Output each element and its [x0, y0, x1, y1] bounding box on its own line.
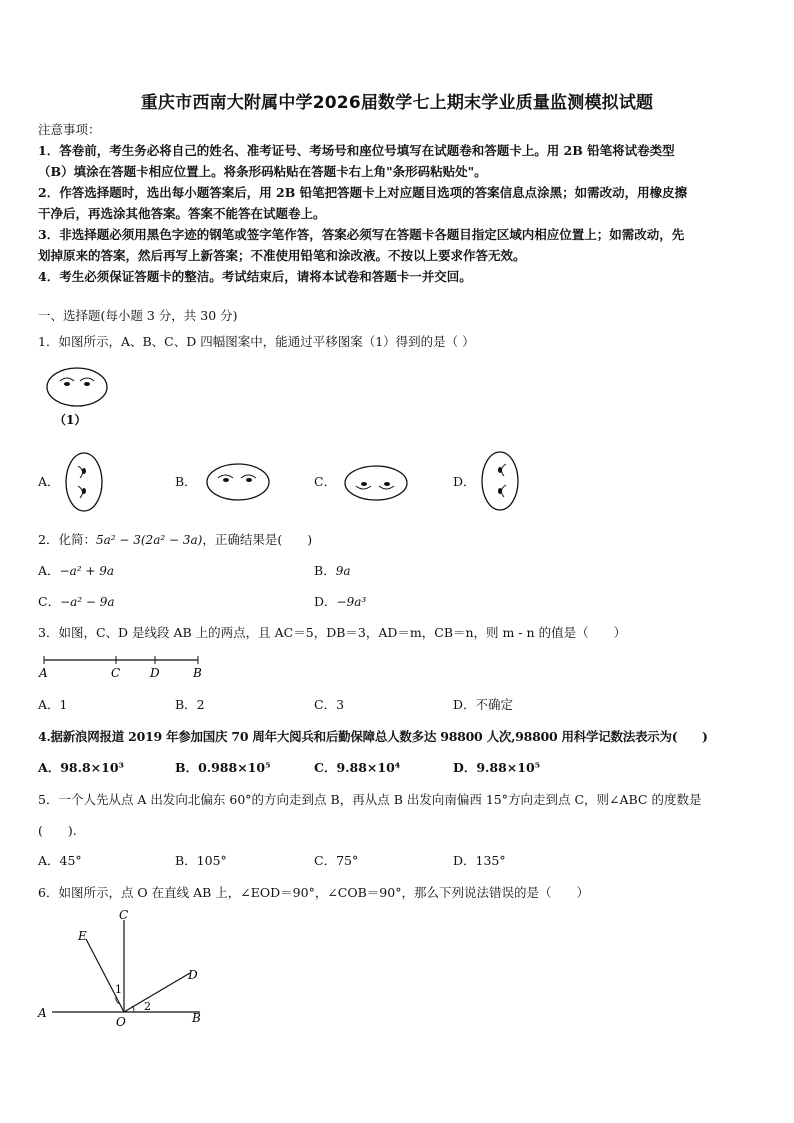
section-heading: 一、选择题(每小题 3 分，共 30 分) [38, 308, 238, 323]
q2-option-d-expr: −9a³ [336, 595, 367, 609]
angle-label-1: 1 [115, 983, 122, 996]
point-label-a: A [39, 666, 48, 680]
q2-stem-prefix: 2．化简： [38, 532, 96, 547]
q3-option-c: C．3 [314, 697, 345, 712]
q3-segment-figure [34, 651, 214, 681]
point-label-d: D [150, 666, 160, 680]
question-6-stem: 6．如图所示，点 O 在直线 AB 上，∠EOD＝90°，∠COB＝90°，那么下列说法错误的是（ ） [38, 885, 589, 900]
q1-option-b-figure [203, 461, 275, 503]
label-a: A [38, 1006, 47, 1020]
notice-line: 2．作答选择题时，选出每小题答案后，用 2B 铅笔把答题卡上对应题目选项的答案信息点涂黑；如需改动，用橡皮擦 [38, 185, 688, 200]
q3-option-d: D．不确定 [453, 697, 514, 712]
q2-option-c [38, 592, 115, 612]
notice-line: 划掉原来的答案，然后再写上新答案；不准使用铅笔和涂改液。不按以上要求作答无效。 [38, 248, 526, 263]
notice-line: 4．考生必须保证答题卡的整洁。考试结束后，请将本试卷和答题卡一并交回。 [38, 269, 472, 284]
q1-option-b-label: B． [175, 474, 197, 489]
q3-option-a: A．1 [38, 697, 68, 712]
q2-option-d [314, 592, 366, 612]
question-2-stem [38, 529, 758, 551]
q5-option-d: D．135° [453, 853, 506, 868]
q1-figure-original [40, 364, 120, 436]
q1-option-a-figure [62, 449, 110, 515]
point-label-c: C [111, 666, 121, 680]
notice-line: 1．答卷前，考生务必将自己的姓名、准考证号、考场号和座位号填写在试题卷和答题卡上。用 2B 铅笔将试卷类型 [38, 143, 675, 158]
question-1-stem: 1．如图所示，A、B、C、D 四幅图案中，能通过平移图案（1）得到的是（ ） [38, 334, 475, 349]
question-5-stem-continued: ( ). [38, 823, 77, 838]
q2-option-d-label: D． [314, 594, 337, 609]
notice-line: （B）填涂在答题卡相应位置上。将条形码粘贴在答题卡右上角"条形码粘贴处"。 [38, 164, 487, 179]
question-4-stem: 4.据新浪网报道 2019 年参加国庆 70 周年大阅兵和后勤保障总人数多达 98800 人次,98800 用科学记数法表示为( ) [38, 729, 708, 744]
angle-label-2: 2 [144, 1000, 151, 1013]
q2-option-c-label: C． [38, 594, 61, 609]
q2-option-c-expr: −a² − 9a [60, 595, 115, 609]
q3-option-b: B．2 [175, 697, 205, 712]
q6-angle-figure [30, 905, 220, 1035]
q2-option-a-expr: −a² + 9a [59, 564, 115, 578]
q2-option-a [38, 561, 114, 581]
q4-option-a: A．98.8×10³ [38, 760, 124, 775]
q2-stem-suffix: ，正确结果是( ) [202, 532, 313, 547]
q1-option-d-figure [476, 447, 524, 513]
q2-expression: 5a² − 3(2a² − 3a) [95, 533, 203, 547]
notice-line: 3．非选择题必须用黑色字迹的钢笔或签字笔作答，答案必须写在答题卡各题目指定区域内相应位置上；如需改动，先 [38, 227, 685, 242]
question-3-stem: 3．如图，C、D 是线段 AB 上的两点，且 AC＝5，DB＝3，AD＝m，CB＝n，则 m - n 的值是（ ） [38, 625, 627, 640]
q1-option-c-figure [342, 463, 414, 505]
q1-option-a-label: A． [38, 474, 60, 489]
q4-option-c: C．9.88×10⁴ [314, 760, 401, 775]
q4-option-b: B．0.988×10⁵ [175, 760, 271, 775]
q5-option-c: C．75° [314, 853, 359, 868]
q2-option-a-label: A． [38, 563, 60, 578]
notice-heading: 注意事项： [38, 122, 101, 137]
label-o: O [116, 1015, 126, 1029]
question-5-stem: 5．一个人先从点 A 出发向北偏东 60°的方向走到点 B，再从点 B 出发向南偏西 15°方向走到点 C，则∠ABC 的度数是 [38, 792, 702, 807]
q5-option-a: A．45° [38, 853, 82, 868]
label-d: D [188, 968, 198, 982]
point-label-b: B [193, 666, 202, 680]
q1-figure-label: （1） [54, 413, 87, 427]
label-c: C [119, 908, 129, 922]
label-e: E [78, 929, 87, 943]
label-b: B [192, 1011, 201, 1025]
q5-option-b: B．105° [175, 853, 227, 868]
q4-option-d: D．9.88×10⁵ [453, 760, 541, 775]
page-title: 重庆市西南大附属中学2026届数学七上期末学业质量监测模拟试题 [140, 93, 654, 113]
q1-option-d-label: D． [453, 474, 476, 489]
notice-line: 干净后，再选涂其他答案。答案不能答在试题卷上。 [38, 206, 326, 221]
q2-option-b-label: B． [314, 563, 336, 578]
q1-option-c-label: C． [314, 474, 337, 489]
q2-option-b [314, 561, 350, 581]
q2-option-b-expr: 9a [335, 564, 351, 578]
